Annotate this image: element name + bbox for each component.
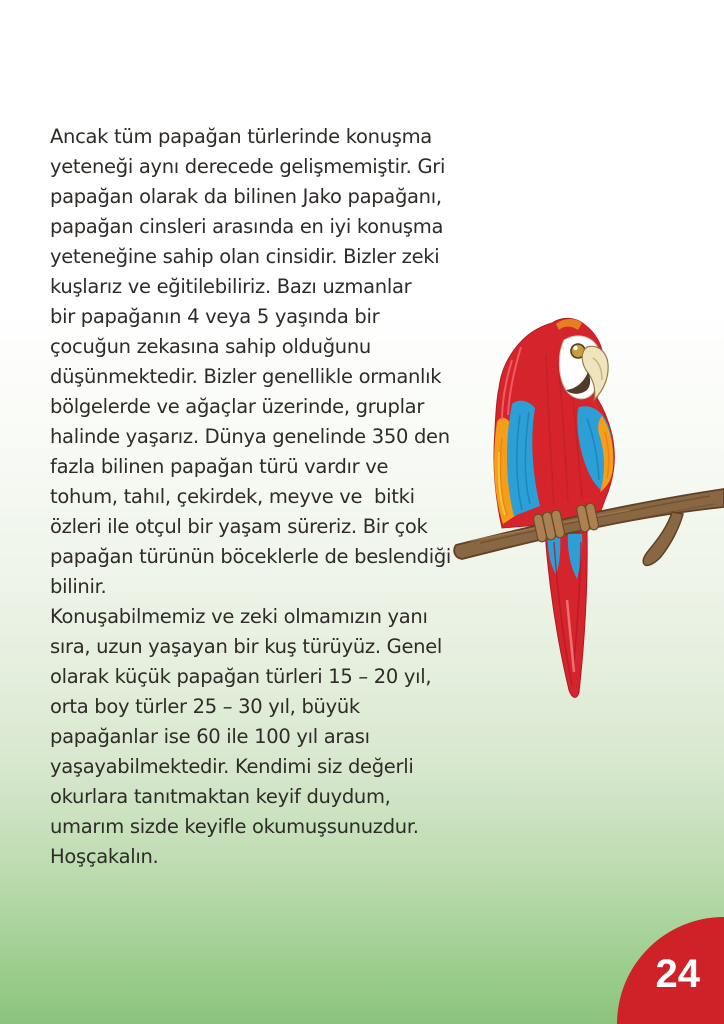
text-line: yaşayabilmektedir. Kendimi siz değerli [50,755,414,778]
text-line: umarım sizde keyifle okumuşsunuzdur. [50,815,419,838]
parrot-illustration [450,300,724,720]
text-line: halinde yaşarız. Dünya genelinde 350 den [50,425,450,448]
text-line: çocuğun zekasına sahip olduğunu [50,335,371,358]
parrot-tail [545,532,587,697]
text-line: papağanlar ise 60 ile 100 yıl arası [50,725,370,748]
parrot-svg [450,300,724,720]
page-number: 24 [655,952,700,996]
text-line: bilinir. [50,575,107,598]
text-line: papağan türünün böceklerle de beslendiği [50,545,452,568]
text-line: bir papağanın 4 veya 5 yaşında bir [50,305,380,328]
text-line: yeteneği aynı derecede gelişmemiştir. Gri [50,155,446,178]
text-line: Hoşçakalın. [50,845,159,868]
text-line: papağan olarak da bilinen Jako papağanı, [50,185,442,208]
text-line: Konuşabilmemiz ve zeki olmamızın yanı [50,605,428,628]
text-line: yeteneğine sahip olan cinsidir. Bizler zeki [50,245,440,268]
text-line: fazla bilinen papağan türü vardır ve [50,455,389,478]
text-line: bölgelerde ve ağaçlar üzerinde, gruplar [50,395,425,418]
text-line: tohum, tahıl, çekirdek, meyve ve bitki [50,485,415,508]
text-line: papağan cinsleri arasında en iyi konuşma [50,215,444,238]
page-number-badge [617,917,724,1024]
text-line: özleri ile otçul bir yaşam süreriz. Bir çok [50,515,428,538]
branch-fork [643,512,683,565]
article-text [50,122,480,872]
text-line: düşünmektedir. Bizler genellikle ormanlık [50,365,442,388]
text-line: okurlara tanıtmaktan keyif duydum, [50,785,391,808]
text-line: sıra, uzun yaşayan bir kuş türüyüz. Genel [50,635,443,658]
text-line: olarak küçük papağan türleri 15 – 20 yıl, [50,665,432,688]
text-line: Ancak tüm papağan türlerinde konuşma [50,125,432,148]
text-line: kuşlarız ve eğitilebiliriz. Bazı uzmanlar [50,275,412,298]
text-line: orta boy türler 25 – 30 yıl, büyük [50,695,360,718]
